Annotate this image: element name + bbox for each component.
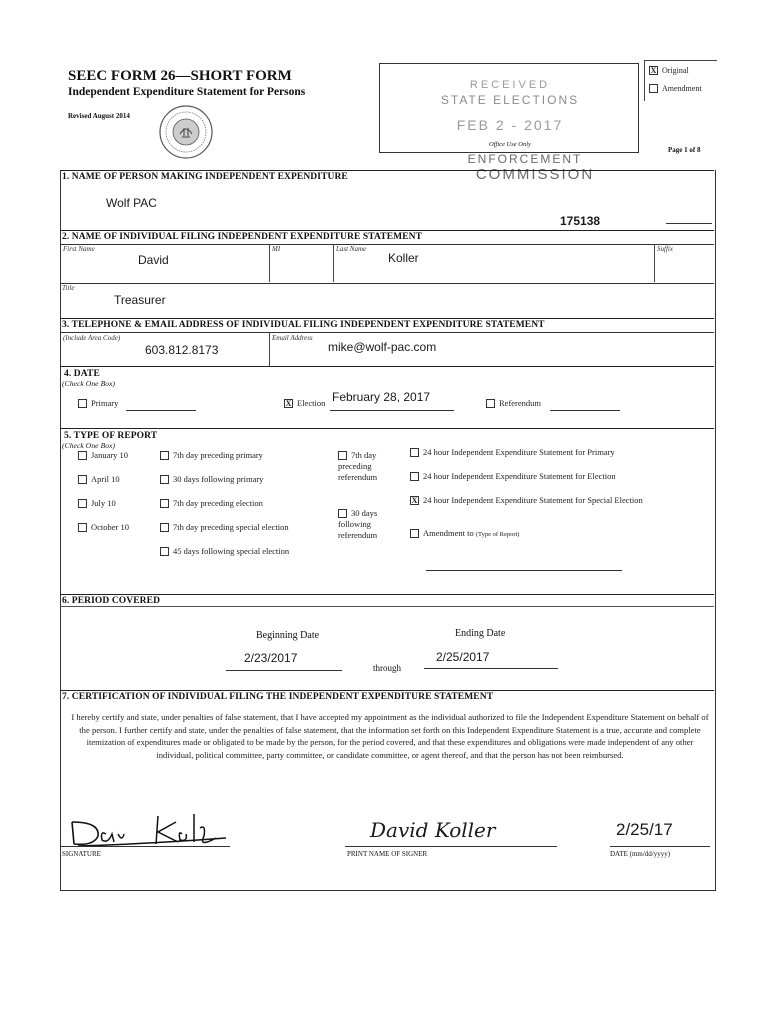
stamp-date: FEB 2 - 2017 [456,117,564,133]
print-name-label: PRINT NAME OF SIGNER [347,850,428,858]
section-5-header: 5. TYPE OF REPORT (Check One Box) [60,428,714,451]
report-30day-primary[interactable]: 30 days following primary [160,474,263,485]
print-name-value: David Koller [370,818,496,842]
phone-label: (Include Area Code) [63,334,121,342]
primary-checkbox[interactable] [78,398,118,409]
report-april-10[interactable]: April 10 [78,474,120,485]
person-name-value: Wolf PAC [106,196,157,210]
title-label: Title [62,284,75,292]
section-3-header: 3. TELEPHONE & EMAIL ADDRESS OF INDIVIDUAL FILING INDEPENDENT EXPENDITURE STATEMENT [60,318,714,330]
amendment-underline [426,570,622,571]
referendum-label: Referendum [499,398,542,408]
divider-mi [269,244,270,282]
title-value: Treasurer [114,293,166,307]
beginning-date-value: 2/23/2017 [244,651,298,665]
report-july-10[interactable]: July 10 [78,498,116,509]
office-use-box [379,63,639,153]
last-name-value: Koller [388,251,419,265]
original-label: Original [662,66,689,75]
section-6-inner-line [60,606,714,607]
date-underline [610,846,710,847]
revised-date: Revised August 2014 [68,112,130,120]
ending-date-value: 2/25/2017 [436,650,490,664]
election-underline [330,410,454,411]
ending-date-label: Ending Date [455,628,506,639]
beginning-date-label: Beginning Date [256,630,320,641]
report-7day-election[interactable]: 7th day preceding election [160,498,263,509]
report-amendment[interactable]: Amendment to (Type of Report) [410,528,519,539]
stamp-state-elections: STATE ELECTIONS [440,93,580,107]
certification-text: I hereby certify and state, under penalties of false statement, that I have accepted my appointment as the individual authorized to file the Independent Expenditure Statement on behalf of the person. I further certify and state, under the penalties of false statement, that the information set forth on this Independent Expenditure Statement is a true, accurate and complete itemization of expenditures made or obligated to be made by the person, for the period covered, and that these expenditures and obligations were made independent of any other individual, political committee, party committee, or candidate committee, or agent thereof, and that the person has not been reimbursed. [71,712,709,760]
divider-suffix [654,244,655,282]
section-4-header: 4. DATE (Check One Box) [60,366,714,389]
election-checkbox[interactable]: X Election [285,398,326,408]
report-october-10[interactable]: October 10 [78,522,129,533]
primary-label: Primary [91,398,119,408]
report-30day-referendum[interactable]: 30 days following referendum [338,508,378,540]
signature-label: SIGNATURE [62,850,101,858]
stamp-commission: COMMISSION [475,166,595,183]
phone-value: 603.812.8173 [145,343,219,357]
email-label: Email Address [272,334,313,342]
report-january-10[interactable]: January 10 [78,450,128,461]
stamp-received: RECEIVED [469,79,551,91]
original-checkbox[interactable]: X Original [650,65,689,75]
mi-label: MI [272,245,281,253]
form-subtitle: Independent Expenditure Statement for Persons [68,86,306,98]
page-number: Page 1 of 8 [668,146,701,154]
committee-id-value: 175138 [560,214,601,228]
email-value: mike@wolf-pac.com [328,340,437,354]
last-name-label: Last Name [336,245,367,253]
report-7day-special[interactable]: 7th day preceding special election [160,522,289,533]
date-label: DATE (mm/dd/yyyy) [610,850,671,858]
referendum-underline [550,410,620,411]
section-1-header: 1. NAME OF PERSON MAKING INDEPENDENT EXPENDITURE [60,170,714,182]
election-label: Election [297,398,326,408]
suffix-label: Suffix [657,245,673,253]
amendment-label: Amendment [662,84,702,93]
print-name-underline [345,846,557,847]
report-7day-primary[interactable]: 7th day preceding primary [160,450,263,461]
signature-underline [60,846,230,847]
divider-email [269,332,270,366]
first-name-label: First Name [63,245,95,253]
section-7-header: 7. CERTIFICATION OF INDIVIDUAL FILING THE INDEPENDENT EXPENDITURE STATEMENT [60,690,714,702]
through-label: through [373,663,401,673]
office-use-only-label: Office Use Only [489,141,531,148]
report-7day-referendum[interactable]: 7th day preceding referendum [338,450,378,482]
report-24hr-special[interactable]: X 24 hour Independent Expenditure Statement for Special Election [411,495,643,505]
report-24hr-election[interactable]: 24 hour Independent Expenditure Statement for Election [410,471,616,482]
section-6-header: 6. PERIOD COVERED [60,594,714,606]
report-45day-special[interactable]: 45 days following special election [160,546,289,557]
divider-last [333,244,334,282]
signature-date-value: 2/25/17 [616,820,673,839]
beginning-underline [226,670,342,671]
election-date-value: February 28, 2017 [332,390,431,404]
signature-image [66,808,236,848]
stamp-enforcement: ENFORCEMENT [467,152,583,166]
report-24hr-primary[interactable]: 24 hour Independent Expenditure Statement for Primary [410,447,615,458]
first-name-value: David [138,253,169,267]
section-2-header: 2. NAME OF INDIVIDUAL FILING INDEPENDENT EXPENDITURE STATEMENT [60,230,714,242]
referendum-checkbox[interactable] [486,398,541,409]
primary-underline [126,410,196,411]
state-seal-icon [158,104,214,160]
form-title: SEEC FORM 26—SHORT FORM [68,68,292,84]
id-underline [666,223,712,224]
ending-underline [424,668,558,669]
amendment-checkbox[interactable] [649,84,702,94]
